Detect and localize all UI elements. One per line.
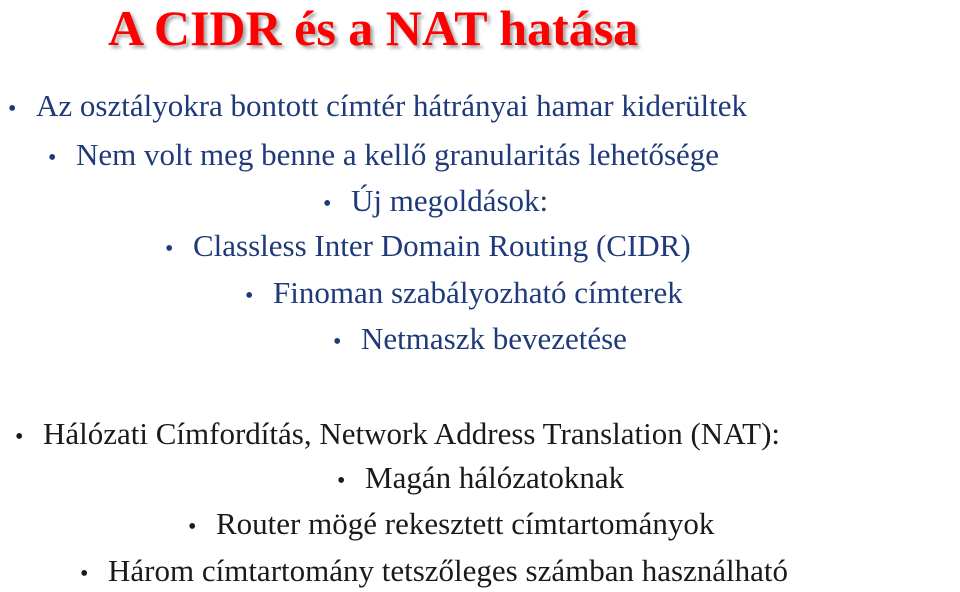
bullet-icon: • — [188, 514, 197, 540]
bullet-text: Finoman szabályozható címterek — [273, 275, 683, 310]
bullet-icon: • — [165, 236, 174, 262]
bullet-text: Magán hálózatoknak — [365, 460, 625, 495]
bullet-icon: • — [15, 424, 24, 450]
slide-title: A CIDR és a NAT hatása — [108, 0, 639, 56]
bullet-line-4 — [165, 228, 691, 267]
bullet-text: Netmaszk bevezetése — [361, 321, 627, 356]
bullet-line-3 — [323, 183, 548, 222]
bullet-icon: • — [8, 96, 17, 122]
bullet-text: Router mögé rekesztett címtartományok — [216, 506, 715, 541]
bullet-text: Hálózati Címfordítás, Network Address Translation (NAT): — [43, 416, 781, 451]
bullet-icon: • — [48, 145, 57, 171]
bullet-text: Három címtartomány tetszőleges számban használható — [108, 553, 789, 588]
bullet-icon: • — [80, 561, 89, 587]
bullet-line-8 — [337, 460, 624, 499]
bullet-line-5 — [245, 275, 683, 314]
bullet-line-10 — [80, 553, 788, 592]
bullet-icon: • — [333, 329, 342, 355]
bullet-text: Classless Inter Domain Routing (CIDR) — [193, 228, 691, 263]
bullet-line-1 — [8, 88, 747, 127]
bullet-line-2 — [48, 137, 719, 176]
bullet-text: Nem volt meg benne a kellő granularitás lehetősége — [76, 137, 720, 172]
bullet-icon: • — [337, 468, 346, 494]
bullet-text: Új megoldások: — [351, 183, 549, 218]
bullet-line-7 — [15, 416, 780, 455]
bullet-text: Az osztályokra bontott címtér hátrányai hamar kiderültek — [36, 88, 748, 123]
bullet-line-9 — [188, 506, 714, 545]
bullet-icon: • — [323, 191, 332, 217]
bullet-icon: • — [245, 283, 254, 309]
bullet-line-6 — [333, 321, 627, 360]
